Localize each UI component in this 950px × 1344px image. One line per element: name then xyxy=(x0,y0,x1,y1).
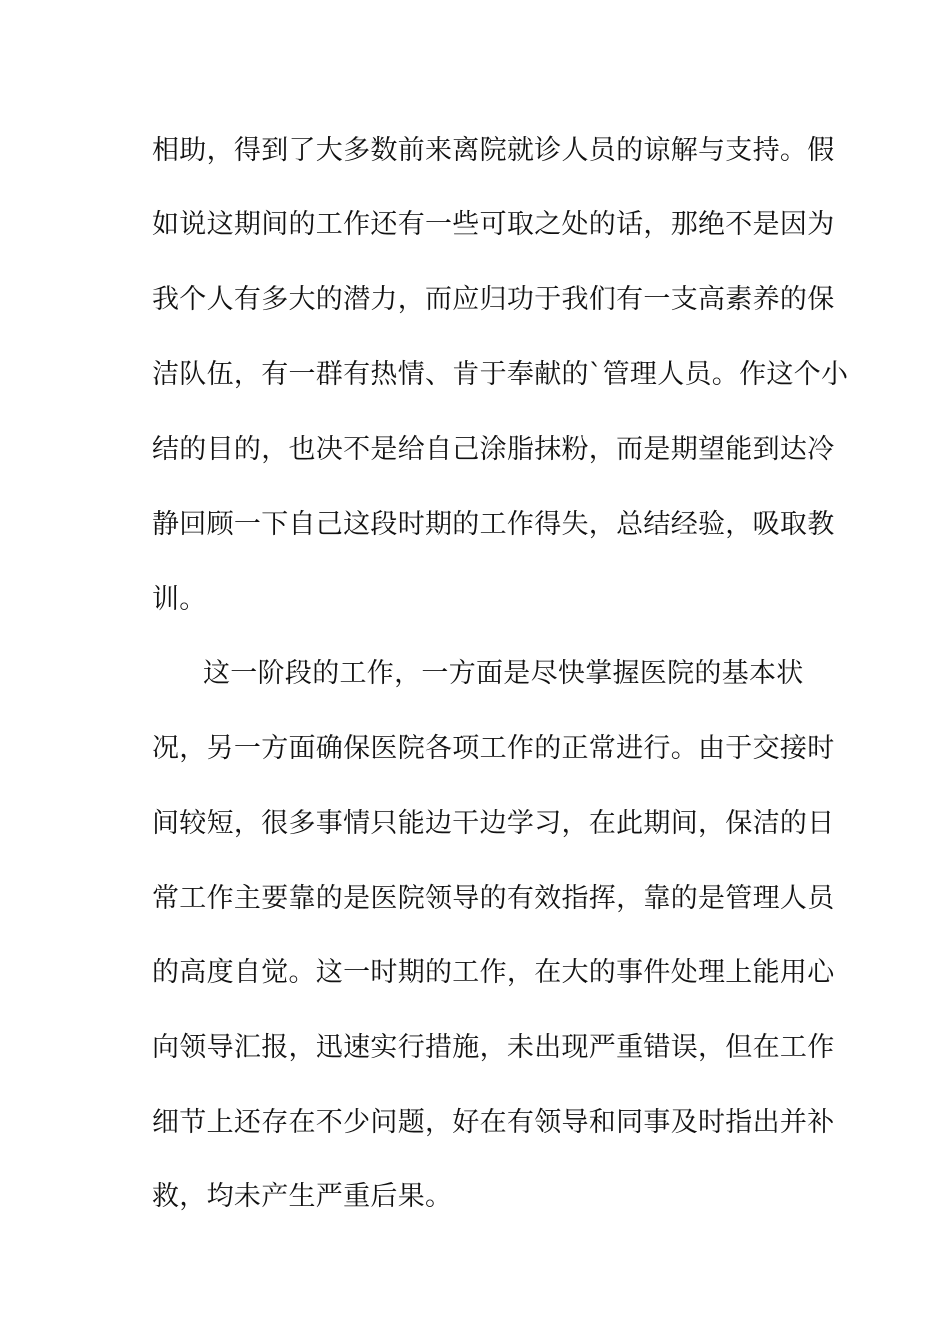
text-line: 结的目的，也决不是给自己涂脂抹粉，而是期望能到达冷 xyxy=(152,434,835,465)
text-line: 如说这期间的工作还有一些可取之处的话，那绝不是因为 xyxy=(152,209,835,240)
text-line: 我个人有多大的潜力，而应归功于我们有一支高素养的保 xyxy=(152,284,835,315)
text-line: 静回顾一下自己这段时期的工作得失，总结经验，吸取教 xyxy=(152,509,835,540)
text-line: 训。 xyxy=(152,584,207,615)
text-line: 常工作主要靠的是医院领导的有效指挥，靠的是管理人员 xyxy=(152,883,835,914)
text-line: 况，另一方面确保医院各项工作的正常进行。由于交接时 xyxy=(152,733,835,764)
paragraph-first-line: 这一阶段的工作，一方面是尽快掌握医院的基本状 xyxy=(203,658,804,689)
text-line: 救，均未产生严重后果。 xyxy=(152,1181,453,1212)
text-line: 向领导汇报，迅速实行措施，未出现严重错误，但在工作 xyxy=(152,1032,835,1063)
text-line: 相助，得到了大多数前来离院就诊人员的谅解与支持。假 xyxy=(152,135,835,166)
text-line: 的高度自觉。这一时期的工作，在大的事件处理上能用心 xyxy=(152,957,835,988)
text-line: 间较短，很多事情只能边干边学习，在此期间，保洁的日 xyxy=(152,808,835,839)
text-line: 细节上还存在不少问题，好在有领导和同事及时指出并补 xyxy=(152,1107,835,1138)
text-line: 洁队伍，有一群有热情、肯于奉献的`管理人员。作这个小 xyxy=(152,359,849,390)
